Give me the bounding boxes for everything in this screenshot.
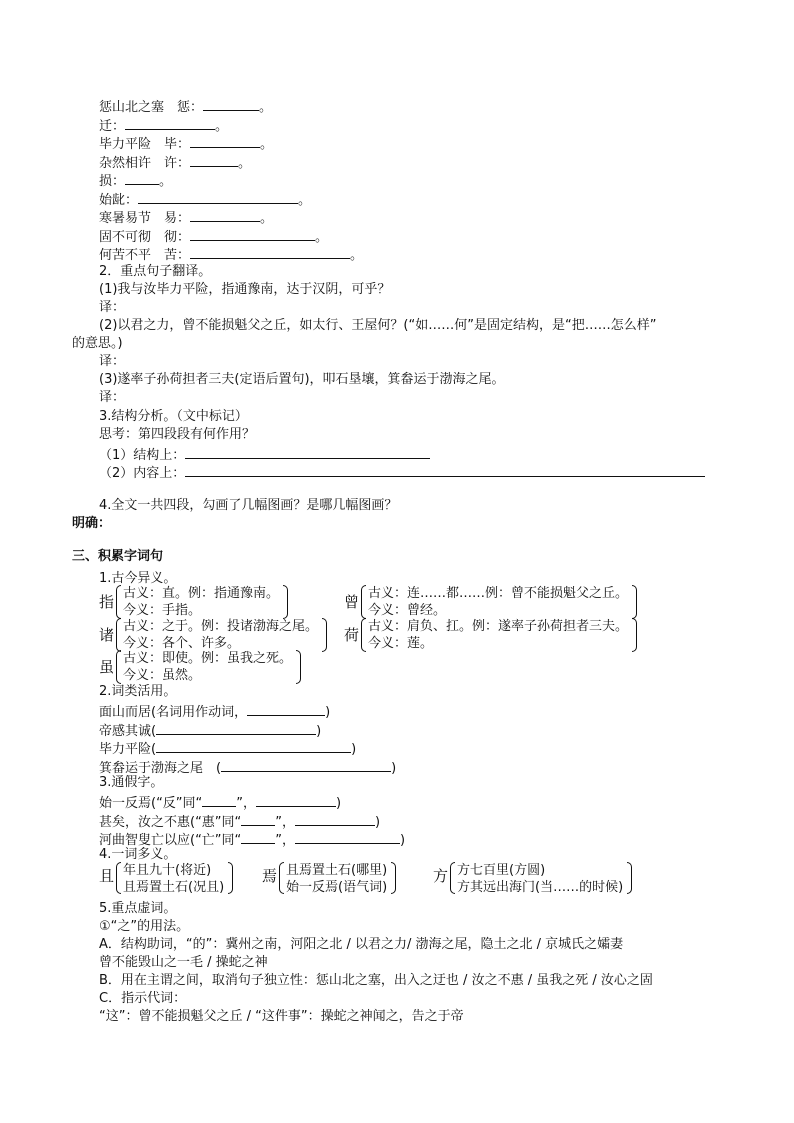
brace-line: 古义：即使。例：虽我之死。 [123,651,293,666]
answer-blank[interactable] [138,189,298,204]
right-brace [228,862,233,894]
brace-lines [368,618,628,652]
translation-label: 译： [99,300,126,315]
answer-blank[interactable] [295,811,375,826]
brace-key: 焉 [262,867,278,885]
gujin-group [99,585,288,619]
brace-line: 古义：之于。例：投诸渤海之尾。 [123,619,319,634]
vocab-prompt: 固不可彻 彻： [99,229,191,245]
punct: 。 [238,155,252,171]
left-brace [279,862,284,894]
usage-line: B．用在主谓之间，取消句子独立性：惩山北之塞，出入之迂也 / 汝之不惠 / 虽我之死 / 汝心之固 [99,973,653,988]
right-brace [283,585,288,619]
punct: ”， [275,833,296,848]
brace-line: 年且九十(将近) [123,863,212,878]
part-heading: 三、积累字词句 [72,549,164,564]
subsection-heading: 4.一词多义。 [99,847,177,862]
punct: ) [391,760,397,776]
tongjia-item [99,829,405,850]
punct: 。 [159,174,173,189]
punct: ) [336,796,342,811]
answer-blank[interactable] [190,207,260,222]
gujin-group [99,618,327,652]
punct: ) [316,723,322,739]
brace-key: 诸 [99,626,115,644]
brace-lines [457,862,623,896]
question-text: 4.全文一共四段，勾画了几幅图画？是哪几幅图画？ [99,498,398,513]
brace-line: 今义：虽然。 [123,668,202,683]
sentence-question: (3)遂率子孙荷担者三夫(定语后置句)，叩石垦壤，箕畚运于渤海之尾。 [99,372,505,387]
brace-line: 今义：曾经。 [368,603,447,618]
answer-blank[interactable] [247,701,325,716]
answer-blank[interactable] [190,133,260,148]
brace-line: 方七百里(方圆) [457,863,546,878]
usage-line: A．结构助词，“的”：冀州之南，河阳之北 / 以君之力/ 渤海之尾，隐土之北 / 京城氏之孀妻 [99,937,624,952]
punct: ”， [236,796,257,811]
vocab-prompt: 寒暑易节 易： [99,211,191,226]
brace-line: 且焉置土石(况且) [123,880,225,895]
punct: 。 [259,100,273,115]
polysemy-group [262,862,396,896]
answer-blank[interactable] [156,720,316,735]
vocab-prompt: 惩山北之塞 惩： [99,100,204,115]
polysemy-group [99,862,233,896]
mingque-label: 明确： [72,516,112,531]
word-class-prompt: 毕力平险( [99,742,157,757]
brace-lines [286,862,387,896]
brace-lines [123,585,279,619]
content-line [99,462,705,483]
left-brace [450,862,455,894]
right-brace [632,585,637,619]
punct: 。 [298,192,312,208]
translation-label: 译： [99,354,126,369]
answer-blank[interactable] [156,738,351,753]
word-class-prompt: 箕畚运于渤海之尾 ( [99,760,222,776]
punct: 。 [315,229,329,245]
vocab-prompt: 杂然相许 许： [99,155,191,171]
punct: ) [351,742,357,757]
vocab-prompt: 始龀： [99,192,139,208]
usage-line: “这”：曾不能损魁父之丘 / “这件事”：操蛇之神闻之，告之于帝 [99,1009,464,1024]
translation-label: 译： [99,390,126,405]
brace-line: 且焉置土石(哪里) [286,863,388,878]
left-brace [116,650,121,684]
subsection-heading: 1.古今异义。 [99,571,177,586]
punct: 。 [260,211,274,226]
vocab-item [99,244,363,265]
word-class-item [99,757,396,778]
subsection-heading: 3.通假字。 [99,775,164,790]
brace-lines [123,650,292,684]
tongjia-prompt: 始一反焉(“反”同“ [99,796,203,811]
answer-blank[interactable] [190,226,315,241]
gujin-group [99,650,301,684]
brace-key: 荷 [344,626,360,644]
punct: ) [375,814,381,830]
content-label: （2）内容上： [99,466,186,481]
punct: 。 [215,118,229,134]
polysemy-group [433,862,632,896]
punct: ) [325,705,331,720]
subsection-heading: ①“之”的用法。 [99,919,190,934]
answer-blank[interactable] [241,811,275,826]
answer-blank[interactable] [190,152,238,167]
vocab-prompt: 何苦不平 苦： [99,248,191,263]
answer-blank[interactable] [256,792,336,807]
left-brace [116,618,121,652]
punct: 。 [350,248,364,263]
answer-blank[interactable] [185,462,705,477]
answer-blank[interactable] [241,829,275,844]
brace-lines [368,585,628,619]
structure-label: （1）结构上： [99,448,186,463]
brace-key: 方 [433,867,449,885]
answer-blank[interactable] [221,757,391,772]
brace-key: 且 [99,867,115,885]
answer-blank[interactable] [202,792,236,807]
brace-line: 今义：莲。 [368,636,434,651]
word-class-prompt: 帝感其诚( [99,723,157,739]
brace-line: 始一反焉(语气词) [286,880,388,895]
brace-key: 指 [99,593,115,611]
subsection-heading: 5.重点虚词。 [99,901,177,916]
brace-key: 虽 [99,658,115,676]
brace-line: 古义：连……都……例：曾不能损魁父之丘。 [368,586,629,601]
vocab-prompt: 损： [99,174,126,189]
answer-blank[interactable] [190,244,350,259]
right-brace [627,862,632,894]
brace-line: 今义：各个、许多。 [123,636,241,651]
brace-key: 曾 [344,593,360,611]
answer-blank[interactable] [125,115,215,130]
sentence-question-cont: 的意思。) [72,336,123,351]
brace-lines [123,618,318,652]
question-text: 思考：第四段段有何作用？ [99,427,256,442]
left-brace [361,585,366,619]
gujin-group [344,618,637,652]
section-heading: 3.结构分析。（文中标记） [99,409,248,424]
gujin-group [344,585,637,619]
vocab-prompt: 毕力平险 毕： [99,137,191,152]
punct: 。 [260,137,274,152]
brace-line: 古义：肩负、扛。例：遂率子孙荷担者三夫。 [368,619,629,634]
usage-line: C．指示代词： [99,991,187,1006]
punct: ”， [275,814,296,830]
subsection-heading: 2.词类活用。 [99,684,177,699]
answer-blank[interactable] [125,170,159,185]
brace-line: 今义：手指。 [123,603,202,618]
answer-blank[interactable] [185,444,430,459]
usage-line: 曾不能毁山之一毛 / 操蛇之神 [99,955,268,970]
punct: ) [400,833,406,848]
vocab-prompt: 迁： [99,118,126,134]
left-brace [116,862,121,894]
right-brace [296,650,301,684]
answer-blank[interactable] [295,829,400,844]
sentence-question: (2)以君之力，曾不能损魁父之丘，如太行、王屋何？(“如……何”是固定结构，是“把……怎么样” [99,318,657,333]
sentence-question: (1)我与汝毕力平险，指通豫南，达于汉阴，可乎？ [99,282,391,297]
right-brace [322,618,327,652]
right-brace [632,618,637,652]
answer-blank[interactable] [203,96,259,111]
brace-line: 方其远出海门(当……的时候) [457,880,624,895]
word-class-prompt: 面山而居(名词用作动词， [99,705,248,720]
left-brace [116,585,121,619]
tongjia-prompt: 河曲智叟亡以应(“亡”同“ [99,833,242,848]
section-heading: 2．重点句子翻译。 [99,264,212,279]
left-brace [361,618,366,652]
brace-lines [123,862,224,896]
tongjia-prompt: 甚矣，汝之不惠(“惠”同“ [99,814,242,830]
right-brace [391,862,396,894]
brace-line: 古义：直。例：指通豫南。 [123,586,280,601]
